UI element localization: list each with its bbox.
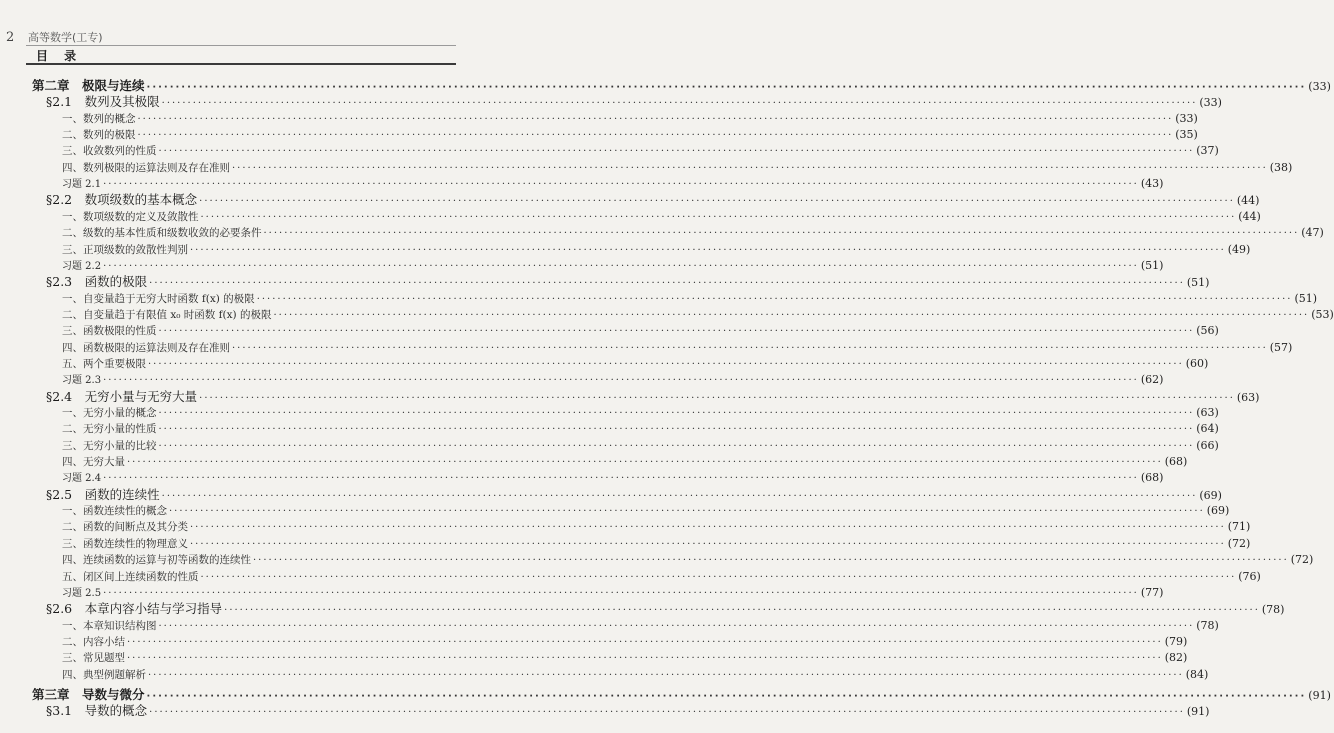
toc-entry-title: 四、典型例题解析 [62, 668, 146, 681]
toc-entry-sub [62, 224, 1324, 242]
toc-entry-page: (72) [1290, 553, 1314, 567]
toc-leader-dots: ········································································································································································································ [137, 130, 1174, 142]
toc-leader-dots: ········································································································································································································ [200, 211, 1237, 223]
toc-leader-dots: ········································································································································································································ [256, 293, 1293, 305]
toc-entry-title: 三、正项级数的敛散性判别 [62, 243, 188, 256]
toc-entry-page: (68) [1140, 471, 1164, 485]
toc-leader-dots: ········································································································································································································ [190, 538, 1226, 550]
toc-entry-section [46, 486, 1222, 504]
toc-entry-page: (38) [1269, 160, 1293, 174]
toc-entry-title: 一、数列的概念 [62, 112, 136, 125]
toc-leader-dots: ········································································································································································································ [158, 620, 1195, 632]
toc-entry-page: (71) [1227, 520, 1251, 534]
toc-entry-chapter [32, 686, 1331, 704]
toc-leader-dots: ········································································································································································································ [253, 555, 1289, 567]
toc-leader-dots: ········································································································································································································ [149, 707, 1185, 719]
toc-leader-dots: ········································································································································································································ [169, 506, 1205, 518]
toc-entry-title: 二、函数的间断点及其分类 [62, 521, 188, 534]
toc-entry-sub [62, 322, 1219, 340]
toc-entry-title: 三、收敛数列的性质 [62, 145, 157, 158]
toc-entry-title: 一、函数连续性的概念 [62, 505, 167, 518]
toc-entry-page: (60) [1185, 356, 1209, 370]
toc-entry-page: (49) [1227, 242, 1251, 256]
toc-entry-title: §2.3 函数的极限 [46, 274, 148, 290]
toc-entry-title: §2.1 数列及其极限 [46, 94, 160, 110]
header-bar [26, 63, 456, 65]
toc-entry-page: (76) [1238, 569, 1261, 583]
toc-entry-page: (69) [1199, 488, 1222, 502]
toc-leader-dots: ········································································································································································································ [146, 82, 1307, 93]
toc-entry-page: (43) [1140, 177, 1164, 191]
toc-entry-title: §2.5 函数的连续性 [46, 486, 160, 502]
page-number: 2 [6, 30, 15, 45]
toc-entry-page: (62) [1140, 373, 1164, 387]
toc-leader-dots: ········································································································································································································ [158, 424, 1195, 436]
toc-entry-title: §3.1 导数的概念 [46, 703, 148, 719]
toc-leader-dots: ········································································································································································································ [200, 571, 1237, 583]
toc-entry-sub [62, 518, 1251, 536]
toc-entry-section [46, 191, 1260, 209]
toc-leader-dots: ········································································································································································································ [273, 309, 1310, 321]
toc-entry-page: (44) [1238, 209, 1261, 223]
toc-entry-title: 一、无穷小量的概念 [62, 407, 157, 419]
toc-leader-dots: ········································································································································································································ [103, 473, 1139, 485]
toc-entry-page: (68) [1164, 455, 1188, 469]
toc-entry-sub [62, 142, 1219, 160]
toc-entry-page: (77) [1140, 585, 1164, 599]
toc-entry-page: (63) [1196, 406, 1219, 419]
toc-entry-title: 五、闭区间上连续函数的性质 [62, 570, 199, 583]
toc-entry-title: 三、无穷小量的比较 [62, 439, 157, 452]
toc-entry-page: (66) [1196, 438, 1219, 452]
toc-entry-title: 二、自变量趋于有限值 x₀ 时函数 f(x) 的极限 [62, 308, 272, 321]
toc-entry-section [46, 273, 1210, 291]
toc-entry-sub [62, 110, 1198, 128]
toc-entry-title: 二、无穷小量的性质 [62, 423, 157, 436]
toc-entry-page: (33) [1308, 80, 1331, 93]
toc-entry-sub [62, 437, 1219, 455]
toc-entry-exercise [62, 584, 1164, 602]
toc-entry-exercise [62, 371, 1164, 389]
toc-entry-title: 三、常见题型 [62, 652, 125, 665]
toc-leader-dots: ········································································································································································································ [190, 244, 1226, 256]
toc-leader-dots: ········································································································································································································ [232, 162, 1268, 174]
toc-entry-title: 第三章 导数与微分 [32, 686, 145, 702]
toc-entry-page: (82) [1164, 651, 1188, 665]
toc-leader-dots: ········································································································································································································ [103, 179, 1139, 191]
toc-leader-dots: ········································································································································································································ [148, 358, 1184, 370]
toc-entry-page: (56) [1196, 324, 1219, 338]
toc-entry-section [46, 600, 1285, 618]
toc-entry-chapter [32, 77, 1331, 95]
toc-entry-title: 三、函数连续性的物理意义 [62, 537, 188, 550]
toc-entry-sub [62, 568, 1261, 586]
toc-leader-dots: ········································································································································································································ [199, 196, 1235, 208]
toc-entry-title: 二、级数的基本性质和级数收敛的必要条件 [62, 227, 262, 240]
toc-entry-title: 习题 2.5 [62, 587, 102, 599]
toc-leader-dots: ········································································································································································································ [146, 690, 1307, 702]
toc-entry-page: (91) [1186, 705, 1210, 719]
toc-entry-page: (79) [1164, 634, 1188, 648]
toc-entry-section [46, 388, 1260, 406]
toc-entry-title: 五、两个重要极限 [62, 357, 146, 370]
toc-entry-title: 二、内容小结 [62, 635, 125, 648]
toc-leader-dots: ········································································································································································································ [103, 375, 1139, 387]
toc-entry-page: (72) [1227, 536, 1251, 550]
toc-entry-sub [62, 355, 1209, 373]
toc-entry-title: 一、自变量趋于无穷大时函数 f(x) 的极限 [62, 292, 255, 305]
toc-entry-sub [62, 633, 1188, 651]
header-rule [26, 45, 456, 46]
toc-entry-sub [62, 649, 1188, 667]
toc-entry-title: §2.6 本章内容小结与学习指导 [46, 601, 223, 617]
toc-entry-sub [62, 453, 1188, 471]
toc-entry-sub [62, 551, 1314, 569]
toc-entry-page: (84) [1185, 667, 1209, 681]
toc-entry-page: (64) [1196, 422, 1219, 436]
toc-leader-dots: ········································································································································································································ [127, 653, 1163, 665]
toc-entry-page: (37) [1196, 144, 1219, 158]
toc-entry-page: (63) [1236, 390, 1260, 404]
toc-leader-dots: ········································································································································································································ [127, 457, 1163, 469]
toc-entry-page: (53) [1311, 307, 1334, 321]
toc-entry-title: 习题 2.3 [62, 375, 102, 387]
toc-entry-sub [62, 159, 1293, 177]
toc-entry-page: (51) [1140, 258, 1164, 272]
toc-entry-sub [62, 241, 1251, 259]
toc-entry-title: 四、无穷大量 [62, 456, 125, 469]
toc-leader-dots: ········································································································································································································ [190, 522, 1226, 534]
toc-leader-dots: ········································································································································································································ [127, 636, 1163, 648]
toc-entry-sub [62, 290, 1318, 308]
toc-entry-page: (44) [1236, 194, 1260, 208]
toc-leader-dots: ········································································································································································································ [149, 278, 1185, 290]
toc-leader-dots: ········································································································································································································ [158, 326, 1195, 338]
toc-leader-dots: ········································································································································································································ [161, 98, 1198, 110]
toc-entry-sub [62, 502, 1230, 520]
toc-entry-title: 一、本章知识结构图 [62, 619, 157, 632]
toc-entry-sub [62, 306, 1334, 324]
toc-leader-dots: ········································································································································································································ [199, 392, 1235, 404]
toc-entry-sub [62, 404, 1219, 422]
toc-entry-title: 习题 2.2 [62, 260, 102, 272]
toc-entry-sub [62, 126, 1198, 144]
toc-entry-page: (57) [1269, 340, 1293, 354]
toc-entry-page: (69) [1206, 504, 1230, 518]
toc-entry-page: (91) [1308, 688, 1331, 702]
toc-entry-title: 习题 2.4 [62, 473, 102, 485]
toc-leader-dots: ········································································································································································································ [137, 113, 1174, 125]
toc-leader-dots: ········································································································································································································ [158, 408, 1195, 419]
toc-leader-dots: ········································································································································································································ [148, 669, 1184, 681]
toc-entry-section [46, 702, 1210, 720]
toc-entry-page: (35) [1175, 128, 1198, 142]
toc-entry-page: (33) [1175, 111, 1198, 125]
toc-entry-sub [62, 666, 1209, 684]
toc-entry-sub [62, 535, 1251, 553]
toc-entry-exercise [62, 257, 1164, 275]
toc-leader-dots: ········································································································································································································ [161, 490, 1198, 502]
toc-leader-dots: ········································································································································································································ [158, 146, 1195, 158]
toc-entry-title: §2.4 无穷小量与无穷大量 [46, 388, 198, 404]
toc-leader-dots: ········································································································································································································ [263, 228, 1300, 240]
toc-entry-exercise [62, 175, 1164, 193]
toc-entry-sub [62, 208, 1261, 226]
toc-leader-dots: ········································································································································································································ [158, 440, 1195, 452]
toc-entry-title: 四、函数极限的运算法则及存在准则 [62, 341, 230, 354]
toc-entry-page: (51) [1186, 276, 1210, 290]
toc-entry-sub [62, 420, 1219, 438]
toc-entry-page: (78) [1261, 603, 1285, 617]
toc-entry-title: §2.2 数项级数的基本概念 [46, 192, 198, 208]
toc-entry-sub [62, 339, 1293, 357]
toc-entry-title: 习题 2.1 [62, 179, 102, 191]
toc-entry-exercise [62, 469, 1164, 487]
toc-leader-dots: ········································································································································································································ [224, 605, 1260, 617]
toc-entry-title: 二、数列的极限 [62, 129, 136, 142]
toc-entry-page: (47) [1301, 226, 1324, 240]
section-heading: 目 录 [36, 49, 83, 63]
book-title: 高等数学(工专) [28, 31, 103, 44]
toc-entry-page: (51) [1294, 291, 1318, 305]
toc-entry-title: 一、数项级数的定义及敛散性 [62, 210, 199, 223]
toc-entry-sub [62, 617, 1219, 635]
toc-entry-title: 四、连续函数的运算与初等函数的连续性 [62, 554, 251, 567]
toc-leader-dots: ········································································································································································································ [103, 587, 1139, 599]
toc-leader-dots: ········································································································································································································ [232, 342, 1268, 354]
toc-entry-page: (78) [1196, 618, 1219, 632]
toc-entry-page: (33) [1199, 96, 1222, 110]
toc-entry-title: 第二章 极限与连续 [32, 78, 145, 93]
toc-entry-title: 四、数列极限的运算法则及存在准则 [62, 161, 230, 174]
toc-entry-title: 三、函数极限的性质 [62, 325, 157, 338]
toc-leader-dots: ········································································································································································································ [103, 260, 1139, 272]
toc-entry-section [46, 93, 1222, 111]
